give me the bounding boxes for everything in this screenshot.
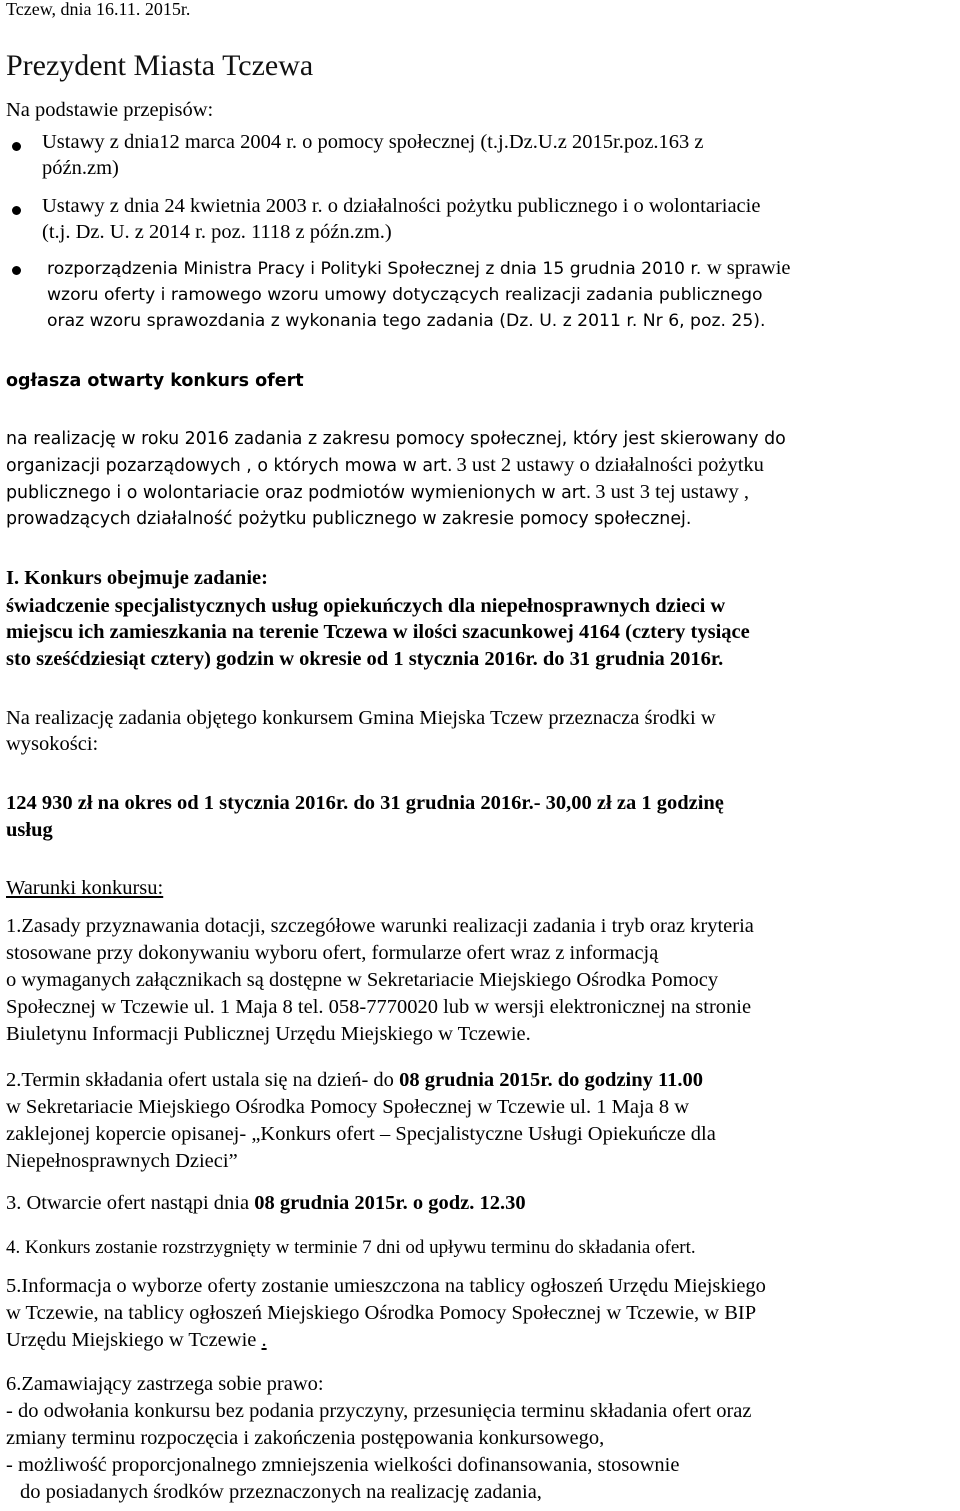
basis-item-1-line1: Ustawy z dnia12 marca 2004 r. o pomocy społecznej (t.j.Dz.U.z 2015r.poz.163 z <box>42 131 704 153</box>
condition-2-text: 2.Termin składania ofert ustala się na dzień- do <box>6 1069 394 1091</box>
condition-5-line-2: w Tczewie, na tablicy ogłoszeń Miejskiego Ośrodka Pomocy Społecznej w Tczewie, w BIP <box>6 1302 757 1324</box>
scope-text: 3 ust 2 ustawy o działalności pożytku <box>456 454 764 476</box>
section-1-line-3: sto sześćdziesiąt cztery) godzin w okresie od 1 stycznia 2016r. do 31 grudnia 2016r. <box>6 648 724 670</box>
condition-6-line-3: zmiany terminu rozpoczęcia i zakończenia postępowania konkursowego, <box>6 1427 605 1449</box>
condition-5-text: Urzędu Miejskiego w Tczewie <box>6 1329 257 1351</box>
section-1-line-2: miejscu ich zamieszkania na terenie Tczewa w ilości szacunkowej 4164 (cztery tysiące <box>6 621 750 643</box>
scope-line-2 <box>6 453 764 479</box>
condition-1-line-1: 1.Zasady przyznawania dotacji, szczegółowe warunki realizacji zadania i tryb oraz kryteria <box>6 915 754 937</box>
condition-1-line-5: Biuletynu Informacji Publicznej Urzędu Miejskiego w Tczewie. <box>6 1023 531 1045</box>
section-1-heading: I. Konkurs obejmuje zadanie: <box>6 567 268 589</box>
condition-1-line-4: Społecznej w Tczewie ul. 1 Maja 8 tel. 058-7770020 lub w wersji elektronicznej na stronie <box>6 996 752 1018</box>
scope-text: publicznego i o wolontariacie oraz podmiotów wymienionych w art. <box>6 483 592 503</box>
scope-line-3 <box>6 480 749 506</box>
condition-3-text: 3. Otwarcie ofert nastąpi dnia <box>6 1192 250 1214</box>
basis-item-3-line1 <box>47 256 791 282</box>
scope-line-4: prowadzących działalność pożytku publicznego w zakresie pomocy społecznej. <box>6 509 692 529</box>
basis-item-3-line3: oraz wzoru sprawozdania z wykonania tego zadania (Dz. U. z 2011 r. Nr 6, poz. 25). <box>47 311 766 331</box>
funding-line-1: Na realizację zadania objętego konkursem Gmina Miejska Tczew przeznacza środki w <box>6 707 716 729</box>
condition-2-line-2: w Sekretariacie Miejskiego Ośrodka Pomocy Społecznej w Tczewie ul. 1 Maja 8 w <box>6 1096 690 1118</box>
basis-item-3-text: rozporządzenia Ministra Pracy i Polityki Społecznej z dnia 15 grudnia 2010 r. <box>47 259 702 279</box>
condition-2-line-1 <box>6 1068 703 1093</box>
condition-4-line: 4. Konkurs zostanie rozstrzygnięty w terminie 7 dni od upływu terminu do składania ofert. <box>6 1237 696 1258</box>
bullet-icon <box>12 142 21 151</box>
basis-item-2-line1: Ustawy z dnia 24 kwietnia 2003 r. o działalności pożytku publicznego i o wolontariacie <box>42 195 761 217</box>
condition-3-opening-date: 08 grudnia 2015r. o godz. 12.30 <box>254 1192 526 1214</box>
condition-1-line-2: stosowane przy dokonywaniu wyboru ofert, formularze ofert wraz z informacją <box>6 942 659 964</box>
page-title: Prezydent Miasta Tczewa <box>6 49 314 82</box>
condition-2-line-4: Niepełnosprawnych Dzieci” <box>6 1150 238 1172</box>
condition-6-line-4: - możliwość proporcjonalnego zmniejszenia wielkości dofinansowania, stosownie <box>6 1454 680 1476</box>
condition-5-period: . <box>261 1329 267 1351</box>
scope-text: 3 ust 3 tej ustawy , <box>595 481 750 503</box>
bullet-icon <box>12 266 21 275</box>
conditions-heading <box>6 876 163 901</box>
basis-item-3-line2: wzoru oferty i ramowego wzoru umowy dotyczących realizacji zadania publicznego <box>47 285 763 305</box>
condition-5-line-1: 5.Informacja o wyborze oferty zostanie umieszczona na tablicy ogłoszeń Urzędu Miejskiego <box>6 1275 766 1297</box>
basis-item-1-line2: późn.zm) <box>42 157 119 179</box>
announcement: ogłasza otwarty konkurs ofert <box>6 371 304 391</box>
funding-amount-line-1: 124 930 zł na okres od 1 stycznia 2016r. do 31 grudnia 2016r.- 30,00 zł za 1 godzinę <box>6 792 724 814</box>
condition-3-line <box>6 1191 526 1216</box>
condition-6-line-2: - do odwołania konkursu bez podania przyczyny, przesunięcia terminu składania ofert oraz <box>6 1400 752 1422</box>
conditions-heading-text: Warunki konkursu: <box>6 877 164 899</box>
condition-6-line-5: do posiadanych środków przeznaczonych na realizację zadania, <box>20 1481 542 1503</box>
condition-6-line-1: 6.Zamawiający zastrzega sobie prawo: <box>6 1373 324 1395</box>
basis-intro: Na podstawie przepisów: <box>6 99 214 121</box>
condition-2-deadline: 08 grudnia 2015r. do godziny 11.00 <box>399 1069 704 1091</box>
scope-line-1: na realizację w roku 2016 zadania z zakresu pomocy społecznej, który jest skierowany do <box>6 429 786 449</box>
funding-line-2: wysokości: <box>6 733 99 755</box>
bullet-icon <box>12 206 21 215</box>
condition-1-line-3: o wymaganych załącznikach są dostępne w Sekretariacie Miejskiego Ośrodka Pomocy <box>6 969 719 991</box>
funding-amount-line-2: usług <box>6 819 53 841</box>
basis-item-3-text-b: w sprawie <box>706 257 791 279</box>
condition-2-line-3: zaklejonej kopercie opisanej- „Konkurs ofert – Specjalistyczne Usługi Opiekuńcze dla <box>6 1123 716 1145</box>
scope-text: organizacji pozarządowych , o których mowa w art. <box>6 456 453 476</box>
basis-item-2-line2: (t.j. Dz. U. z 2014 r. poz. 1118 z późn.zm.) <box>42 221 392 243</box>
condition-5-line-3 <box>6 1328 267 1353</box>
date-line: Tczew, dnia 16.11. 2015r. <box>6 0 191 19</box>
section-1-line-1: świadczenie specjalistycznych usług opiekuńczych dla niepełnosprawnych dzieci w <box>6 595 726 617</box>
